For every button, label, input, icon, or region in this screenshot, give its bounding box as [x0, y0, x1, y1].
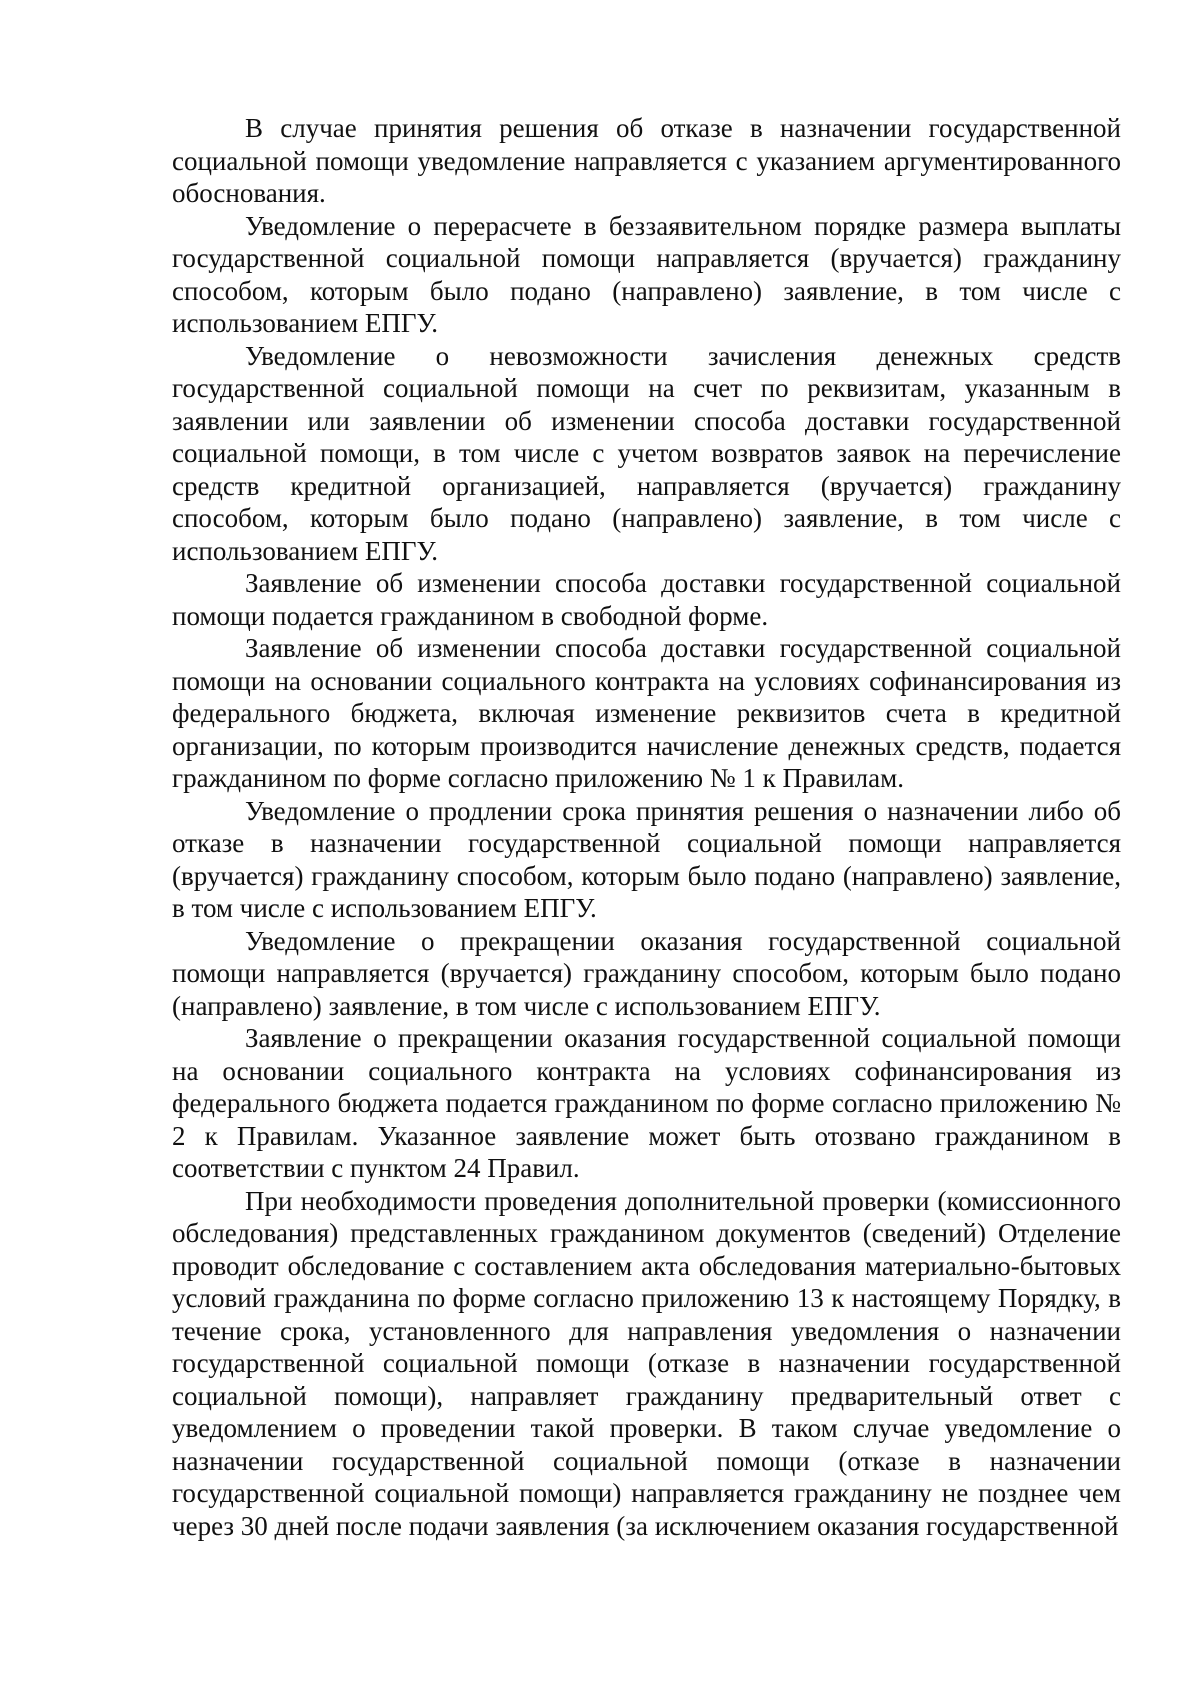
- paragraph-term-extension-notice: Уведомление о продлении срока принятия решения о назначении либо об отказе в назначении государственной социальной помощи направляется (вручается) гражданину способом, которым было подано (направлено) заявление, в том числе с использованием ЕПГУ.: [172, 795, 1121, 923]
- paragraph-additional-inspection: При необходимости проведения дополнительной проверки (комиссионного обследования) представленных гражданином документов (сведений) Отделение проводит обследование с составлением акта обследования материально-бытовых условий гражданина по форме согласно приложению 13 к настоящему Порядку, в течение срока, установленного для направления уведомления о назначении государственной социальной помощи (отказе в назначении государственной социальной помощи), направляет гражданину предварительный ответ с уведомлением о проведении такой проверки. В таком случае уведомление о назначении государственной социальной помощи (отказе в назначении государственной социальной помощи) направляется гражданину не позднее чем через 30 дней после подачи заявления (за исключением оказания государственной: [172, 1185, 1121, 1541]
- paragraph-termination-notice: Уведомление о прекращении оказания государственной социальной помощи направляется (вручается) гражданину способом, которым было подано (направлено) заявление, в том числе с использованием ЕПГУ.: [172, 925, 1121, 1021]
- paragraph-crediting-impossibility-notice: Уведомление о невозможности зачисления денежных средств государственной социальной помощи на счет по реквизитам, указанным в заявлении или заявлении об изменении способа доставки государственной социальной помощи, в том числе с учетом возвратов заявок на перечисление средств кредитной организацией, направляется (вручается) гражданину способом, которым было подано (направлено) заявление, в том числе с использованием ЕПГУ.: [172, 340, 1121, 566]
- paragraph-delivery-change-free-form: Заявление об изменении способа доставки государственной социальной помощи подается гражданином в свободной форме.: [172, 568, 1121, 631]
- paragraph-delivery-change-contract-form: Заявление об изменении способа доставки государственной социальной помощи на основании социального контракта на условиях софинансирования из федерального бюджета, включая изменение реквизитов счета в кредитной организации, по которым производится начисление денежных средств, подается гражданином по форме согласно приложению № 1 к Правилам.: [172, 633, 1121, 793]
- paragraph-recalculation-notice: Уведомление о перерасчете в беззаявительном порядке размера выплаты государственной социальной помощи направляется (вручается) гражданину способом, которым было подано (направлено) заявление, в том числе с использованием ЕПГУ.: [172, 210, 1121, 338]
- document-page: [172, 112, 1121, 1542]
- paragraph-refusal-notice: В случае принятия решения об отказе в назначении государственной социальной помощи уведомление направляется с указанием аргументированного обоснования.: [172, 113, 1121, 208]
- paragraph-termination-application: Заявление о прекращении оказания государственной социальной помощи на основании социального контракта на условиях софинансирования из федерального бюджета подается гражданином по форме согласно приложению № 2 к Правилам. Указанное заявление может быть отозвано гражданином в соответствии с пунктом 24 Правил.: [172, 1023, 1121, 1183]
